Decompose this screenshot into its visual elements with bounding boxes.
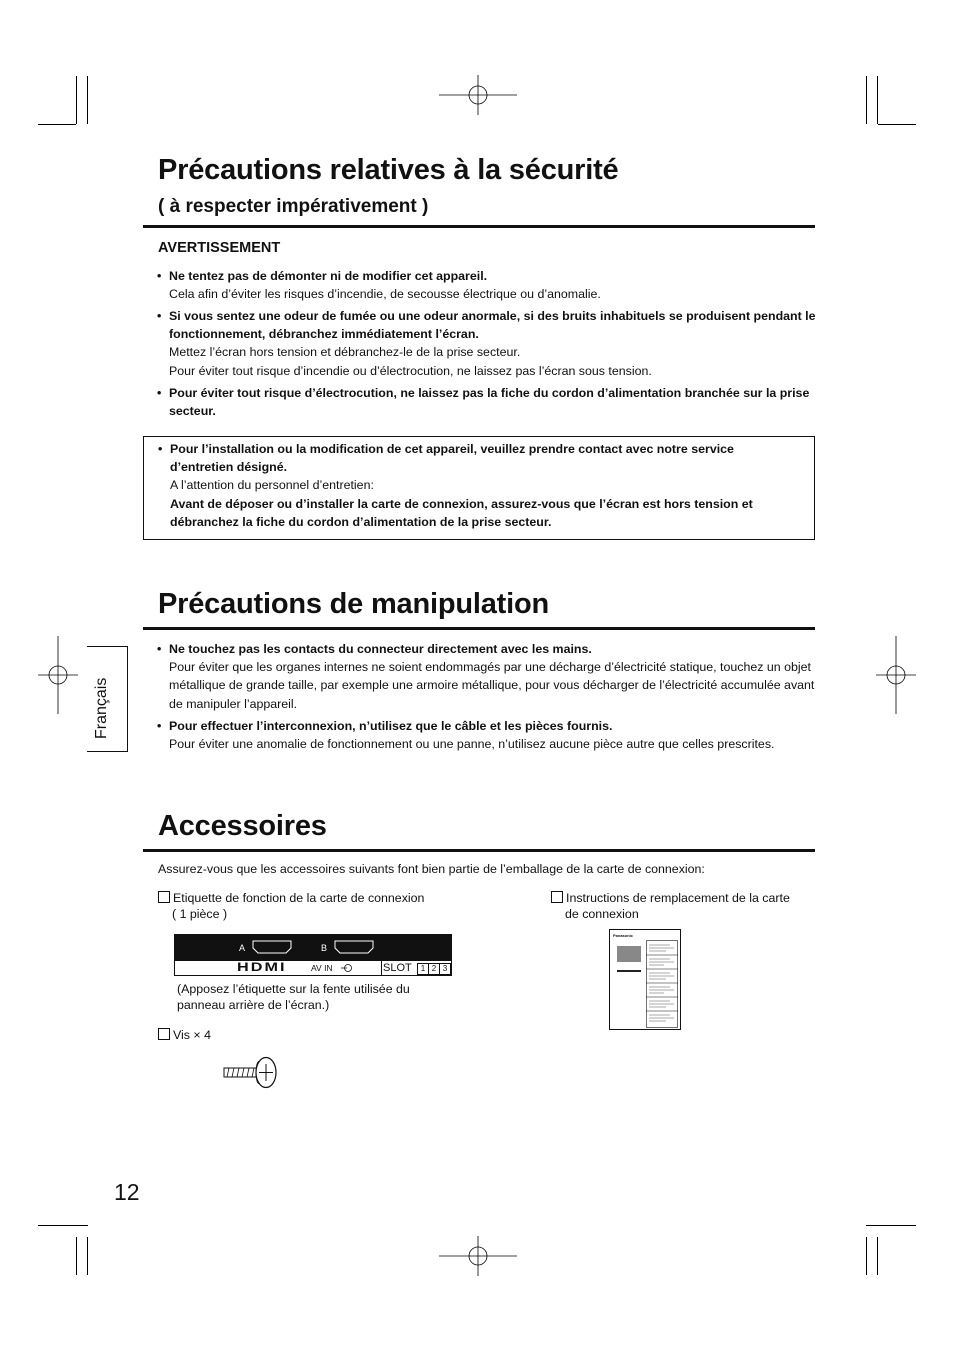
registration-mark-top <box>439 75 517 115</box>
warning-item-3-bold: • Pour éviter tout risque d’électrocution, ne laissez pas la fiche du cordon d’alimentation branchée sur la prise secteur. <box>157 384 817 420</box>
accessory-label-line-1: Etiquette de fonction de la carte de connexion <box>173 891 425 905</box>
language-tab <box>87 646 128 752</box>
accessory-screws-label: Vis × 4 <box>173 1028 212 1042</box>
warning-item-2-line-2: Pour éviter tout risque d’incendie ou d’électrocution, ne laissez pas l’écran sous tension. <box>169 363 652 378</box>
warning-item-1-line-1: Cela afin d’éviter les risques d’incendie, de secousse électrique ou d’anomalie. <box>169 287 601 302</box>
warning-item-3 <box>157 384 817 420</box>
handling-item-1 <box>157 640 817 713</box>
slot-box-3: 3 <box>439 963 451 975</box>
booklet-image <box>617 946 641 962</box>
warning-item-1 <box>157 267 817 303</box>
accessories-rule <box>143 849 815 852</box>
slot-box-2: 2 <box>428 963 440 975</box>
service-notice-bold-2: Avant de déposer ou d’installer la carte de connexion, assurez-vous que l’écran est hors tension et débranchez la fiche du cordon d’alimentation de la prise secteur. <box>170 496 753 529</box>
handling-title: Précautions de manipulation <box>158 588 549 620</box>
safety-title: Précautions relatives à la sécurité <box>158 154 619 186</box>
handling-item-2-line-1: Pour éviter une anomalie de fonctionnement ou une panne, n’utilisez aucune pièce autre que celles prescrites. <box>169 737 775 752</box>
accessories-title: Accessoires <box>158 810 327 842</box>
booklet-title-bar <box>617 970 641 972</box>
label-note <box>177 982 410 1013</box>
accessories-intro: Assurez-vous que les accessoires suivants font bien partie de l’emballage de la carte de connexion: <box>158 862 705 876</box>
checkbox-icon <box>551 891 563 903</box>
hdmi-port-b-icon <box>333 939 375 955</box>
accessory-label-item <box>158 891 424 922</box>
accessory-instructions-item <box>551 891 790 922</box>
label-slot: SLOT <box>383 962 412 974</box>
service-notice-bold: • Pour l’installation ou la modification de cet appareil, veuillez prendre contact avec notre service d’entretien désigné. <box>158 440 798 476</box>
function-label-sticker <box>174 934 452 976</box>
instructions-booklet <box>609 929 681 1030</box>
registration-mark-bottom <box>439 1236 517 1276</box>
accessory-screws <box>158 1028 211 1044</box>
service-notice <box>158 440 798 531</box>
page-number: 12 <box>114 1179 140 1205</box>
screw-icon <box>222 1055 282 1091</box>
safety-subtitle: ( à respecter impérativement ) <box>158 196 429 217</box>
registration-mark-right <box>876 636 916 714</box>
booklet-brand: Panasonic <box>613 933 634 938</box>
warning-item-2-bold: • Si vous sentez une odeur de fumée ou une odeur anormale, si des bruits inhabituels se produisent pendant le fonctionnement, débranchez immédiatement l’écran. <box>157 307 817 343</box>
service-notice-line: A l’attention du personnel d’entretien: <box>170 478 374 493</box>
handling-item-1-bold: • Ne touchez pas les contacts du connecteur directement avec les mains. <box>157 640 817 658</box>
registration-mark-left <box>38 636 78 714</box>
warning-item-1-bold: • Ne tentez pas de démonter ni de modifier cet appareil. <box>157 267 817 285</box>
label-port-a: A <box>239 943 246 953</box>
input-icon <box>341 963 353 973</box>
warning-item-2 <box>157 307 817 380</box>
slot-box-1: 1 <box>417 963 429 975</box>
handling-rule <box>143 627 815 630</box>
handling-item-2-bold: • Pour effectuer l’interconnexion, n’utilisez que le câble et les pièces fournis. <box>157 717 817 735</box>
label-port-b: B <box>321 943 328 953</box>
label-av-in: AV IN <box>311 963 333 973</box>
accessory-instructions-line-1: Instructions de remplacement de la carte <box>566 891 790 905</box>
accessory-instructions-line-2: de connexion <box>565 906 639 921</box>
label-divider <box>381 961 382 975</box>
checkbox-icon <box>158 1028 170 1040</box>
hdmi-logo: HDMI <box>237 960 287 974</box>
handling-item-1-line-1: Pour éviter que les organes internes ne soient endommagés par une décharge d’électricité statique, touchez un objet métallique de grande taille, par exemple une armoire métallique, pour vous décharger de l’électricité accumulée avant de manipuler l’appareil. <box>169 660 815 711</box>
warning-heading: AVERTISSEMENT <box>158 240 281 256</box>
checkbox-icon <box>158 891 170 903</box>
accessory-label-line-2: ( 1 pièce ) <box>172 906 228 921</box>
label-note-line-2: panneau arrière de l’écran.) <box>177 997 330 1012</box>
label-note-line-1: (Apposez l’étiquette sur la fente utilisée du <box>177 982 410 996</box>
safety-rule <box>143 225 815 228</box>
language-tab-label: Français <box>93 677 110 739</box>
handling-item-2 <box>157 717 817 753</box>
booklet-text-lines <box>646 940 678 1028</box>
warning-item-2-line-1: Mettez l’écran hors tension et débranchez-le de la prise secteur. <box>169 345 521 360</box>
hdmi-port-a-icon <box>251 939 293 955</box>
